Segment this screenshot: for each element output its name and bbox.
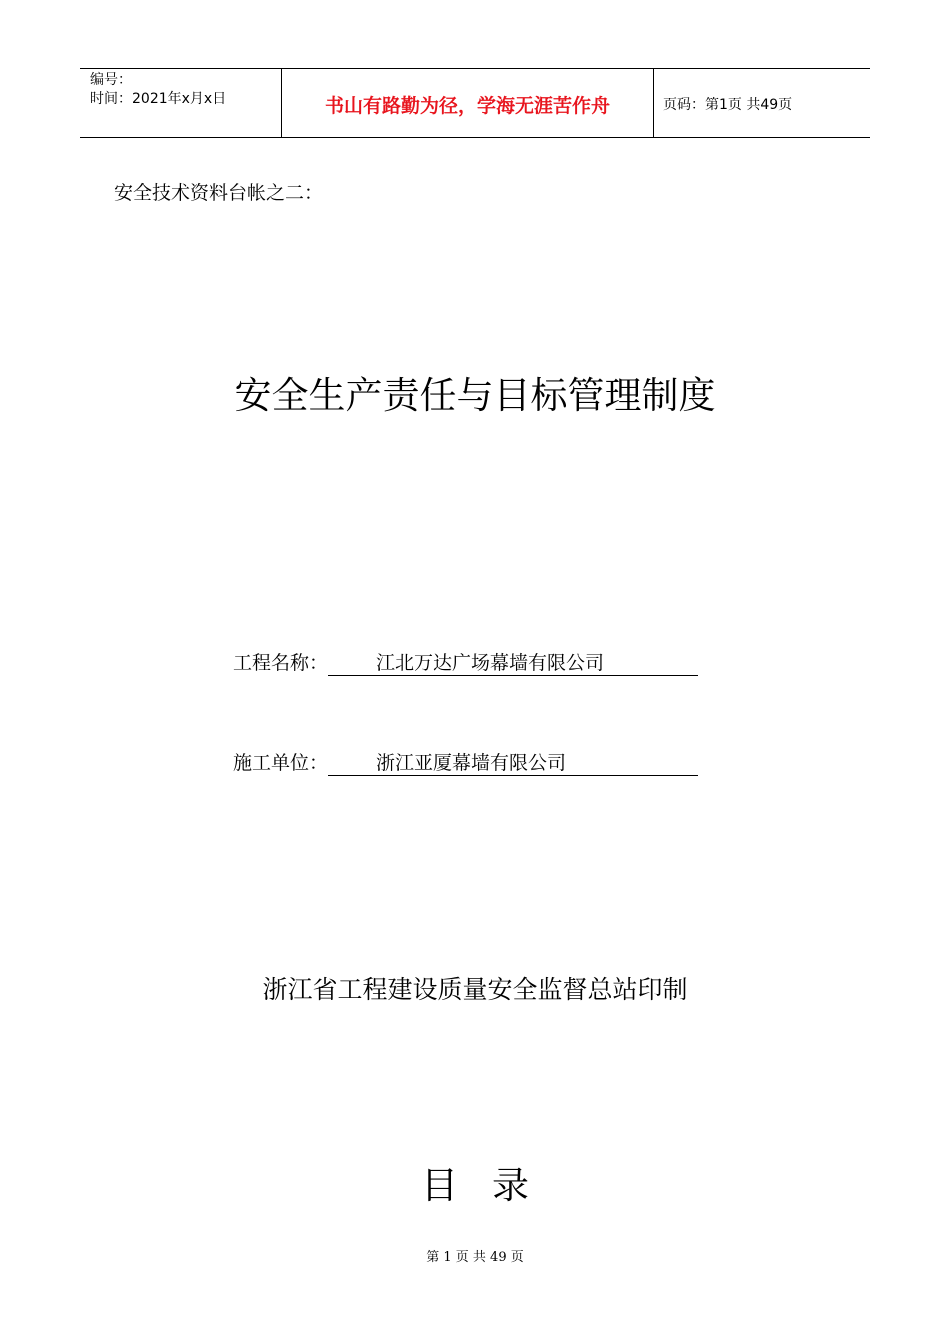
document-title: 安全生产责任与目标管理制度: [234, 374, 716, 417]
project-name-label: 工程名称：: [233, 652, 329, 674]
header-page-cell: [654, 69, 870, 137]
date-line: 时间：2021年x月x日: [90, 91, 227, 107]
motto-text: 书山有路勤为径，学海无涯苦作舟: [324, 95, 610, 117]
construction-unit-value: 浙江亚厦幕墙有限公司: [376, 752, 567, 774]
project-name-underline: [328, 648, 698, 676]
project-name-field: [233, 648, 698, 676]
serial-number-label: 编号：: [90, 72, 132, 88]
construction-unit-field: [233, 748, 698, 776]
page-info: 页码：第1页 共49页: [663, 97, 793, 113]
publisher-line: 浙江省工程建设质量安全监督总站印制: [262, 975, 688, 1004]
header-meta-cell: [80, 69, 282, 137]
construction-unit-label: 施工单位：: [233, 752, 329, 774]
table-of-contents-heading: 目录: [421, 1164, 563, 1207]
page-footer: 第 1 页 共 49 页: [426, 1250, 524, 1265]
construction-unit-underline: [328, 748, 698, 776]
project-name-value: 江北万达广场幕墙有限公司: [376, 652, 605, 674]
document-subtitle: 安全技术资料台帐之二：: [114, 182, 324, 204]
page-header: [80, 68, 870, 138]
header-motto-cell: [282, 69, 654, 137]
